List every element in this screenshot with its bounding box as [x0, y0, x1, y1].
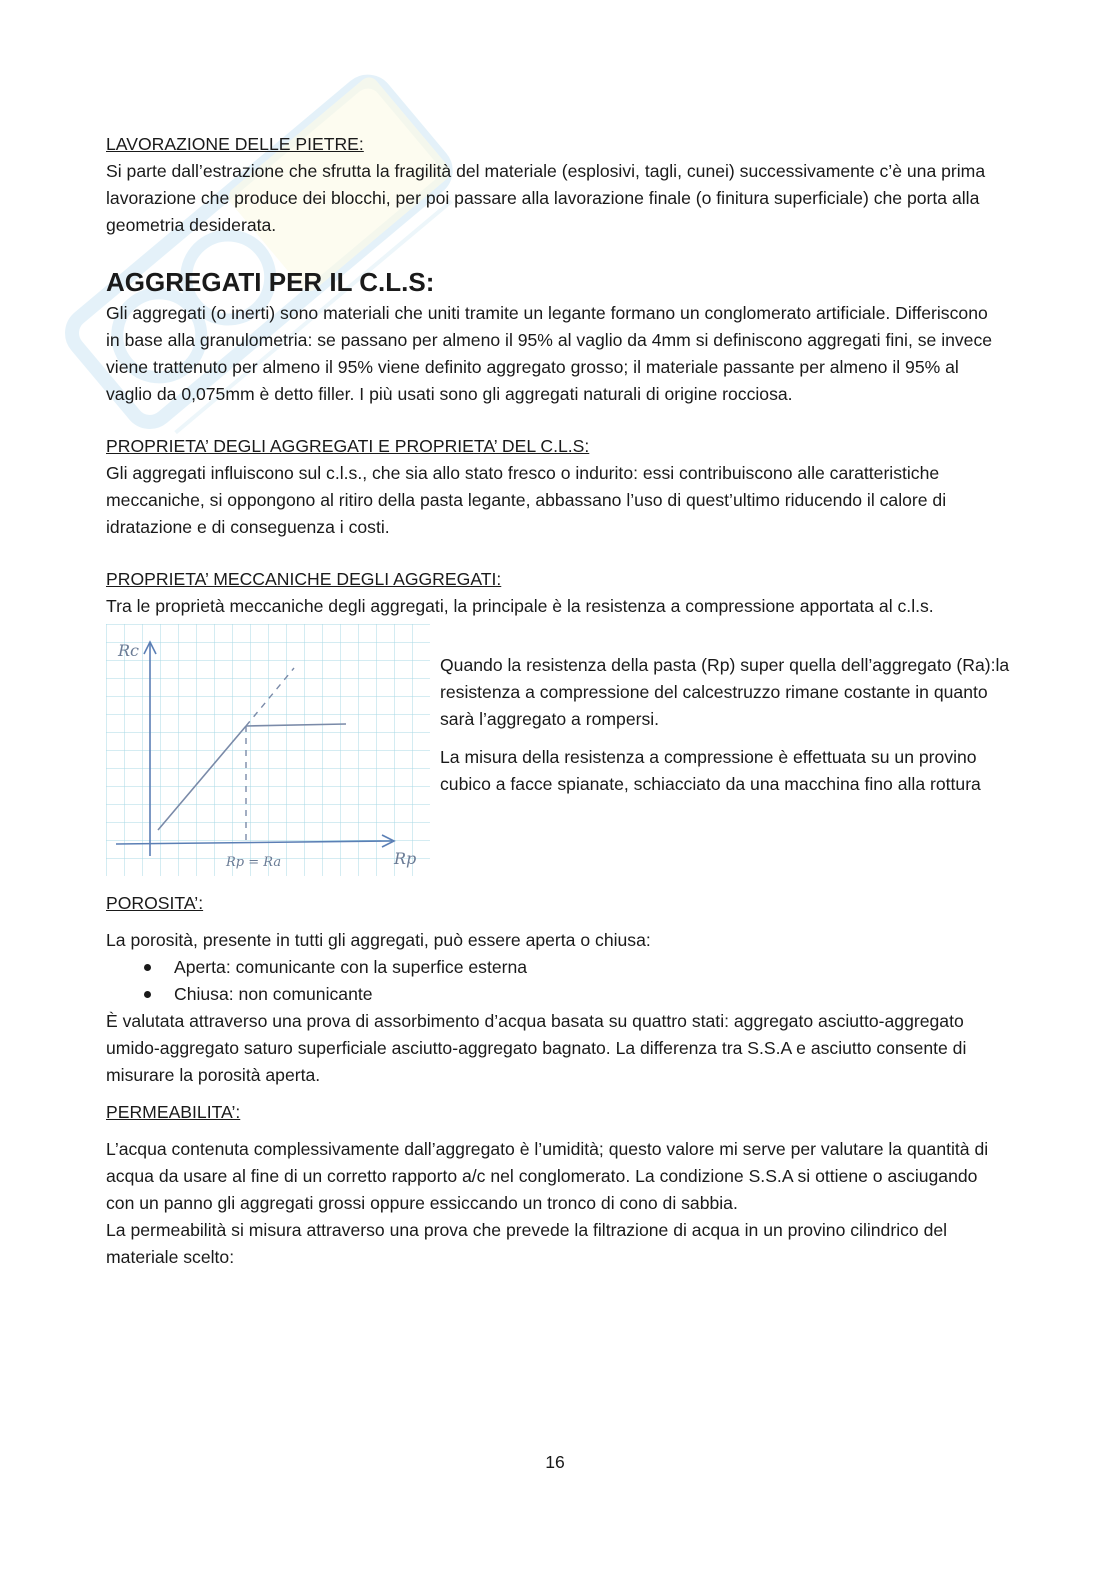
section-title-permeabilita: PERMEABILITA’:	[106, 1102, 241, 1122]
section-title-lavorazione: LAVORAZIONE DELLE PIETRE:	[106, 134, 364, 154]
x-axis-label: Rp	[394, 849, 417, 868]
list-item: Chiusa: non comunicante	[106, 981, 1006, 1008]
paragraph-proprieta: Gli aggregati influiscono sul c.l.s., che sia allo stato fresco o indurito: essi contribuiscono alle caratteristiche meccaniche, si oppongono al ritiro della pasta legante, abbassano l’uso di quest’ultimo riducendo il calore di idratazione e di conseguenza i costi.	[106, 463, 947, 537]
paragraph-lavorazione: Si parte dall’estrazione che sfrutta la fragilità del materiale (esplosivi, tagli, cunei) successivamente c’è una prima lavorazione che produce dei blocchi, per poi passare alla lavorazione finale (o finitura superficiale) che porta alla geometria desiderata.	[106, 161, 986, 235]
paragraph-permeabilita-1: L’acqua contenuta complessivamente dall’aggregato è l’umidità; questo valore mi serve per valutare la quantità di acqua da usare al fine di un corretto rapporto a/c nel conglomerato. La condizione S.S.A si ottiene o asciugando con un panno gli aggregati grossi oppure essiccando un tronco di cono di sabbia.	[106, 1139, 989, 1213]
figure-description	[440, 652, 1010, 798]
heading-aggregati: AGGREGATI PER IL C.L.S:	[106, 267, 435, 297]
paragraph-aggregati: Gli aggregati (o inerti) sono materiali che uniti tramite un legante formano un conglomerato artificiale. Differiscono in base alla granulometria: se passano per almeno il 95% al vaglio da 4mm si definiscono aggregati fini, se invece viene trattenuto per almeno il 95% viene definito aggregato grosso; il materiale passante per almeno il 95% al vaglio da 0,075mm è detto filler. I più usati sono gli aggregati naturali di origine rocciosa.	[106, 303, 993, 404]
page-number: 16	[545, 1452, 565, 1472]
section-title-proprieta: PROPRIETA’ DEGLI AGGREGATI E PROPRIETA’ DEL C.L.S:	[106, 436, 590, 456]
porosita-list	[106, 954, 1006, 1008]
paragraph-meccaniche: Tra le proprietà meccaniche degli aggregati, la principale è la resistenza a compressione apportata al c.l.s.	[106, 596, 934, 616]
paragraph-porosita: È valutata attraverso una prova di assorbimento d’acqua basata su quattro stati: aggregato asciutto-aggregato umido-aggregato saturo superficiale asciutto-aggregato bagnato. La differenza tra S.S.A e asciutto consente di misurare la porosità aperta.	[106, 1011, 967, 1085]
paragraph-permeabilita-2: La permeabilità si misura attraverso una prova che prevede la filtrazione di acqua in un provino cilindrico del materiale scelto:	[106, 1220, 948, 1267]
hand-drawn-graph	[106, 624, 430, 876]
list-item: Aperta: comunicante con la superfice esterna	[106, 954, 1006, 981]
page-content	[106, 131, 1010, 1271]
graph-grid	[106, 624, 430, 876]
figure-text-2: La misura della resistenza a compressione è effettuata su un provino cubico a facce spianate, schiacciato da una macchina fino alla rottura	[440, 747, 981, 794]
y-axis-label: Rc	[118, 641, 140, 660]
figure-row	[106, 624, 1010, 880]
section-title-porosita: POROSITA’:	[106, 893, 204, 913]
marker-label: Rp = Ra	[226, 855, 282, 870]
figure-text-1: Quando la resistenza della pasta (Rp) super quella dell’aggregato (Ra):la resistenza a compressione del calcestruzzo rimane costante in quanto sarà l’aggregato a rompersi.	[440, 655, 1010, 729]
section-title-meccaniche: PROPRIETA’ MECCANICHE DEGLI AGGREGATI:	[106, 569, 502, 589]
paragraph-porosita-intro: La porosità, presente in tutti gli aggregati, può essere aperta o chiusa:	[106, 930, 651, 950]
